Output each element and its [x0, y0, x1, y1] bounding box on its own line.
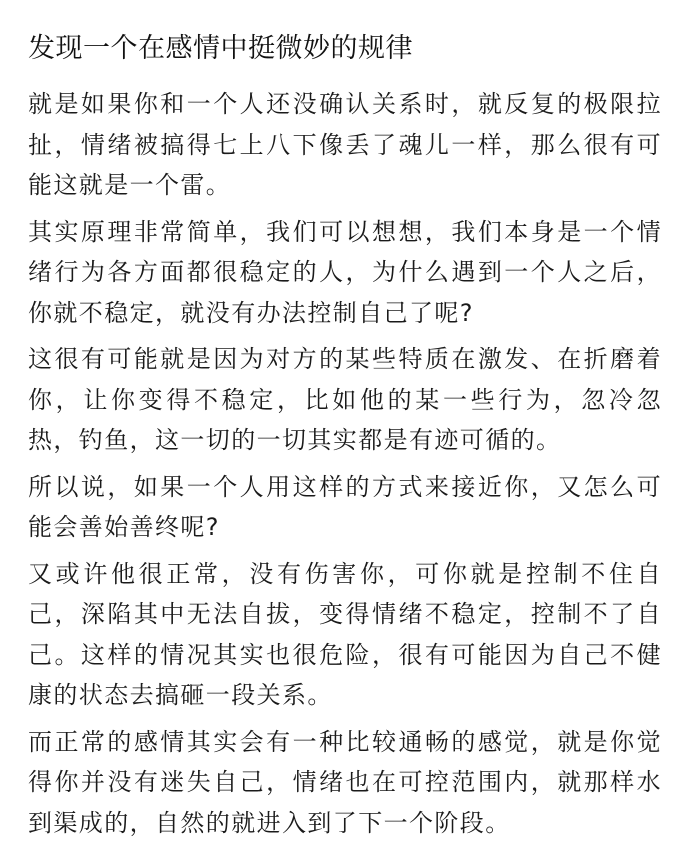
paragraph: 又或许他很正常，没有伤害你，可你就是控制不住自己，深陷其中无法自拔，变得情绪不稳定，控制不了自己。这样的情况其实也很危险，很有可能因为自己不健康的状态去搞砸一段关系。 — [28, 554, 662, 716]
paragraph: 而正常的感情其实会有一种比较通畅的感觉，就是你觉得你并没有迷失自己，情绪也在可控范围内，就那样水到渠成的，自然的就进入到了下一个阶段。 — [28, 722, 662, 843]
paragraph: 这很有可能就是因为对方的某些特质在激发、在折磨着你，让你变得不稳定，比如他的某一些行为，忽冷忽热，钓鱼，这一切的一切其实都是有迹可循的。 — [28, 339, 662, 461]
article-title: 发现一个在感情中挺微妙的规律 — [28, 28, 662, 70]
paragraph: 就是如果你和一个人还没确认关系时，就反复的极限拉扯，情绪被搞得七上八下像丢了魂儿一样，那么很有可能这就是一个雷。 — [28, 84, 662, 206]
paragraph: 其实原理非常简单，我们可以想想，我们本身是一个情绪行为各方面都很稳定的人，为什么遇到一个人之后，你就不稳定，就没有办法控制自己了呢? — [28, 212, 662, 334]
paragraph: 所以说，如果一个人用这样的方式来接近你，又怎么可能会善始善终呢? — [28, 467, 662, 548]
article-body — [28, 84, 662, 843]
